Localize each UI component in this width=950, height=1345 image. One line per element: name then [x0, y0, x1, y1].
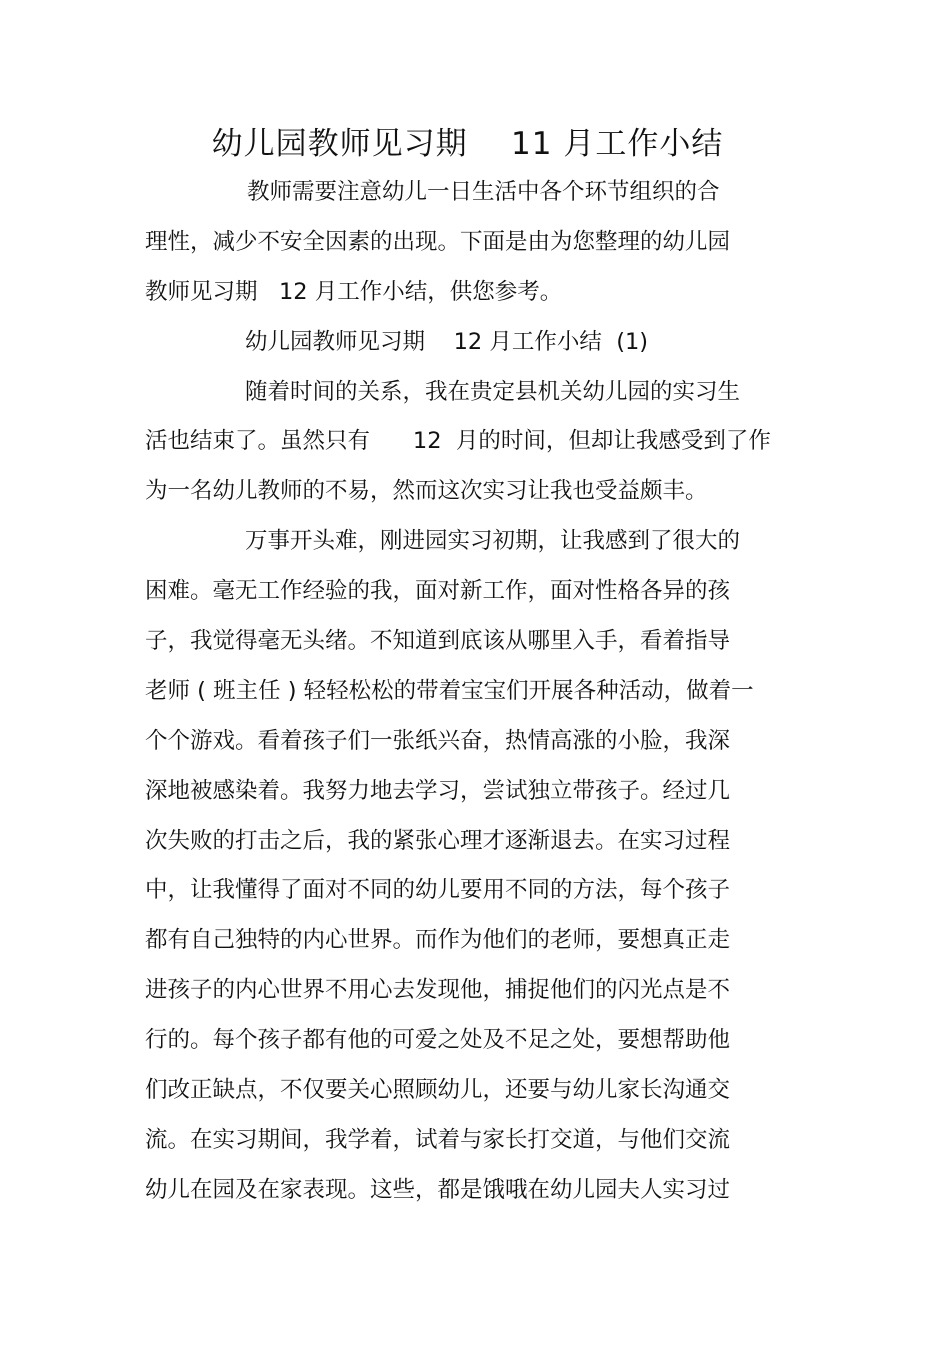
paragraph-line: 深地被感染着。我努力地去学习，尝试独立带孩子。经过几	[145, 777, 731, 804]
paragraph-line: 子，我觉得毫无头绪。不知道到底该从哪里入手，看着指导	[145, 628, 731, 655]
paragraph-line: 随着时间的关系，我在贵定县机关幼儿园的实习生	[245, 378, 741, 405]
paragraph-line: 们改正缺点，不仅要关心照顾幼儿，还要与幼儿家长沟通交	[145, 1077, 731, 1104]
paragraph-line: 幼儿在园及在家表现。这些，都是饿哦在幼儿园夫人实习过	[145, 1176, 731, 1203]
section-heading: 幼儿园教师见习期 12 月工作小结 (1)	[245, 328, 649, 355]
paragraph-line: 为一名幼儿教师的不易，然而这次实习让我也受益颇丰。	[145, 478, 708, 505]
paragraph-line: 活也结束了。虽然只有 12 月的时间，但却让我感受到了作	[145, 428, 771, 455]
paragraph-line: 个个游戏。看着孩子们一张纸兴奋，热情高涨的小脸，我深	[145, 727, 731, 754]
paragraph-line: 进孩子的内心世界不用心去发现他，捕捉他们的闪光点是不	[145, 977, 731, 1004]
paragraph-line: 理性，减少不安全因素的出现。下面是由为您整理的幼儿园	[145, 228, 731, 255]
document-title: 幼儿园教师见习期 11 月工作小结	[211, 126, 724, 162]
paragraph-line: 老师 ( 班主任 ) 轻轻松松的带着宝宝们开展各种活动，做着一	[145, 677, 754, 704]
document-body	[145, 172, 785, 1220]
paragraph-line: 教师见习期 12 月工作小结，供您参考。	[145, 278, 563, 305]
paragraph-line: 次失败的打击之后，我的紧张心理才逐渐退去。在实习过程	[145, 827, 731, 854]
paragraph-line: 都有自己独特的内心世界。而作为他们的老师，要想真正走	[145, 927, 731, 954]
paragraph-line: 教师需要注意幼儿一日生活中各个环节组织的合	[247, 179, 720, 205]
paragraph-line: 中，让我懂得了面对不同的幼儿要用不同的方法，每个孩子	[145, 877, 731, 904]
paragraph-line: 流。在实习期间，我学着，试着与家长打交道，与他们交流	[145, 1126, 731, 1153]
paragraph-line: 困难。毫无工作经验的我，面对新工作，面对性格各异的孩	[145, 578, 731, 605]
paragraph-line: 万事开头难，刚进园实习初期，让我感到了很大的	[245, 528, 741, 555]
paragraph-line: 行的。每个孩子都有他的可爱之处及不足之处，要想帮助他	[145, 1027, 731, 1054]
